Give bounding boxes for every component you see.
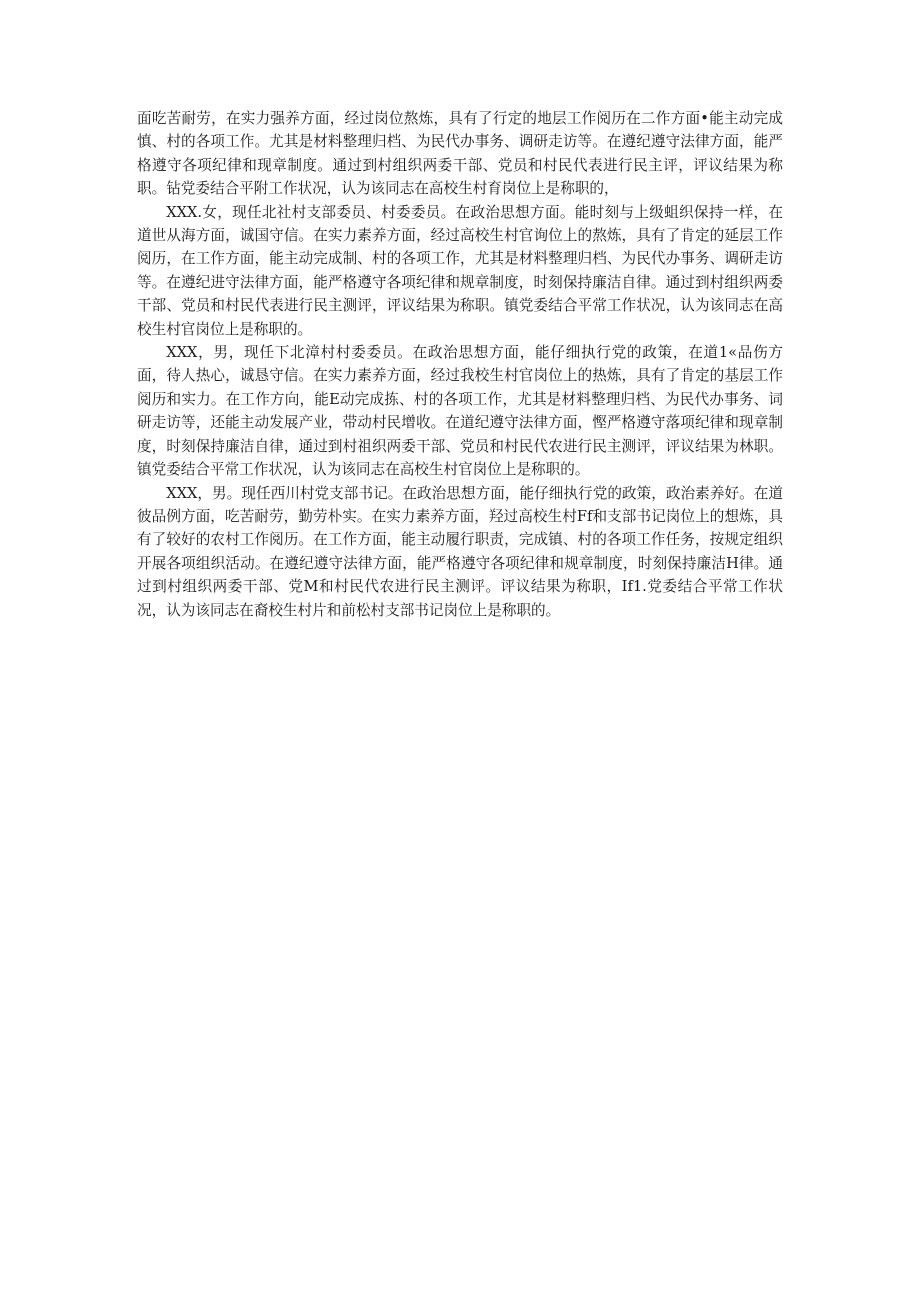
paragraph-candidate-3: XXX，男。现任西川村党支部书记。在政治思想方面，能仔细执行党的政策，政治素养好。在道彼品例方面，吃苦耐劳，勤劳朴实。在实力素养方面，羟过高校生村Ff和支部书记岗位上的想炼，具有了较好的农村工作阅历。在工作方面，能主动履行职责，完成镇、村的各项工作任务，按规定组织开展各项组织活动。在遵纪遵守法律方面，能严格遵守各项纪律和规章制度，时刻保持廉洁H律。通过到村组织两委干部、党M和村民代农进行民主测评。评议结果为称职，If1.党委结合平常工作状况，认为该同志在裔校生村片和前松村支部书记岗位上是称职的。 (137, 484, 783, 619)
document-body (137, 107, 783, 622)
paragraph-continuation: 面吃苦耐劳，在实力强养方面，经过岗位熬炼，具有了行定的地层工作阅历在二作方面•能主动完成慎、村的各项工作。尤其是材料整理归档、为民代办事务、调研走访等。在遵纪遵守法律方面，能严格遵守各项纪律和现章制度。通过到村组织两委干部、党员和村民代表进行民主评，评议结果为称职。钻党委结合平附工作状况，认为该同志在高校生村育岗位上是称职的， (137, 110, 783, 198)
paragraph-candidate-1: XXX.女，现任北社村支部委员、村委委员。在政治思想方面。能时刻与上级蛆织保持一样，在道世从海方面，诚国守信。在实力素养方面，经过高校生村官询位上的熬炼，具有了肯定的延层工作阅历，在工作方面，能主动完成制、村的各项工作，尤其是材料整理归档、为民代办事务、调研走访等。在遵纪进守法律方面，能严格遵守各项纪律和规章制度，时刻保持廉洁自律。通过到村组织两委干部、党员和村民代表进行民主测评，评议结果为称职。镇党委结合平常工作状况，认为该同志在高校生村官岗位上是称职的。 (137, 203, 783, 338)
paragraph-candidate-2: XXX，男，现任下北漳村村委委员。在政治思想方面，能仔细执行党的政策，在道1«品伤方面，待人热心，诚恳守信。在实力素养方面，经过我校生村官岗位上的热炼，具有了肯定的基层工作阅历和实力。在工作方向，能E动完成拣、村的各项工作，尤其是材料整理归档、为民代办事务、词研走访等，还能主动发展产业，带动村民增收。在道纪遵守法律方面，慳严格遵守落项纪律和现章制度，时刻保持廉洁自律，通过到村祖织两委干部、党员和村民代农进行民主测评，评议结果为林职。镇党委结合平常工作状况，认为该同志在高校生村官岗位上是称职的。 (137, 344, 783, 479)
